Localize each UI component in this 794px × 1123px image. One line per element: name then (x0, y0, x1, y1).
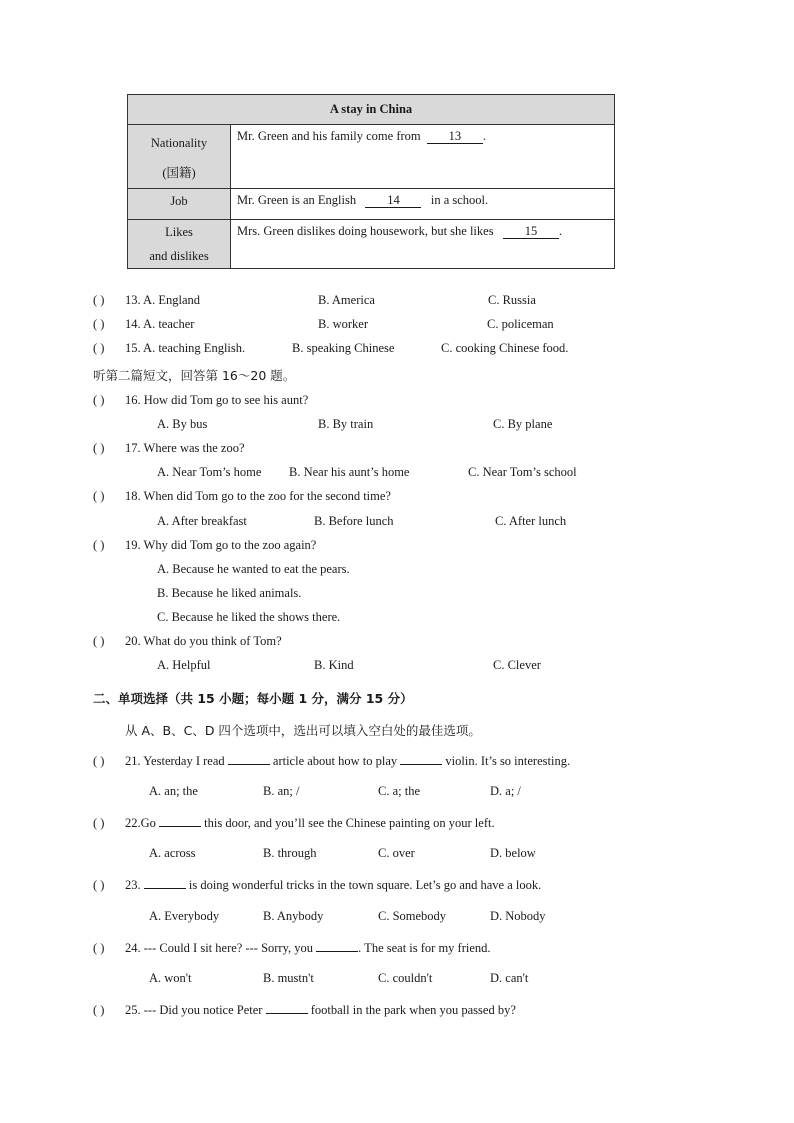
q17-option-c: C. Near Tom’s school (468, 465, 577, 479)
q23-option-d: D. Nobody (490, 909, 546, 923)
q22-option-d: D. below (490, 846, 536, 860)
q19-option-b: B. Because he liked animals. (157, 586, 302, 600)
question-22: ( ) 22.Go this door, and you’ll see the Chinese painting on your left. (93, 816, 495, 830)
question-24: ( ) 24. --- Could I sit here? --- Sorry, you . The seat is for my friend. (93, 941, 491, 955)
q16-option-c: C. By plane (493, 417, 553, 431)
job-label: Job (128, 189, 231, 220)
likes-label: Likes and dislikes (128, 220, 231, 269)
q21-option-a: A. an; the (149, 784, 198, 798)
question-20: ( ) 20. What do you think of Tom? (93, 634, 282, 648)
q20-option-c: C. Clever (493, 658, 541, 672)
q19-option-a: A. Because he wanted to eat the pears. (157, 562, 350, 576)
q16-option-b: B. By train (318, 417, 374, 431)
q22-option-c: C. over (378, 846, 415, 860)
likes-content: Mrs. Green dislikes doing housework, but she likes 15 . (231, 220, 615, 269)
q24-option-a: A. won't (149, 971, 192, 985)
q21-option-d: D. a; / (490, 784, 521, 798)
info-table (127, 94, 615, 269)
q13-option-c: C. Russia (488, 293, 536, 307)
q24-option-b: B. mustn't (263, 971, 314, 985)
job-content: Mr. Green is an English 14 in a school. (231, 189, 615, 220)
nationality-content: Mr. Green and his family come from 13 . (231, 125, 615, 189)
q18-option-a: A. After breakfast (157, 514, 247, 528)
q15-option-b: B. speaking Chinese (292, 341, 395, 355)
question-17: ( ) 17. Where was the zoo? (93, 441, 245, 455)
q18-option-b: B. Before lunch (314, 514, 394, 528)
question-13: ( ) 13. A. England (93, 293, 200, 307)
listening-part2-heading: 听第二篇短文，回答第 16～20 题。 (93, 368, 296, 383)
q16-option-a: A. By bus (157, 417, 208, 431)
q19-option-c: C. Because he liked the shows there. (157, 610, 341, 624)
question-18: ( ) 18. When did Tom go to the zoo for the second time? (93, 489, 391, 503)
q17-option-a: A. Near Tom’s home (157, 465, 262, 479)
nationality-label: Nationality (国籍) (128, 125, 231, 189)
q22-option-b: B. through (263, 846, 317, 860)
question-21: ( ) 21. Yesterday I read article about how to play violin. It’s so interesting. (93, 754, 571, 768)
q20-option-a: A. Helpful (157, 658, 211, 672)
section-2-title: 二、单项选择（共 15 小题；每小题 1 分，满分 15 分） (93, 691, 413, 706)
q14-option-c: C. policeman (487, 317, 554, 331)
question-14: ( ) 14. A. teacher (93, 317, 195, 331)
question-16: ( ) 16. How did Tom go to see his aunt? (93, 393, 309, 407)
question-23: ( ) 23. is doing wonderful tricks in the town square. Let’s go and have a look. (93, 878, 542, 892)
section-2-instructions: 从 A、B、C、D 四个选项中，选出可以填入空白处的最佳选项。 (125, 723, 481, 738)
q14-option-b: B. worker (318, 317, 368, 331)
q13-option-b: B. America (318, 293, 375, 307)
q17-option-b: B. Near his aunt’s home (289, 465, 410, 479)
q24-option-d: D. can't (490, 971, 529, 985)
q24-option-c: C. couldn't (378, 971, 433, 985)
q23-option-b: B. Anybody (263, 909, 324, 923)
q23-option-a: A. Everybody (149, 909, 220, 923)
q20-option-b: B. Kind (314, 658, 354, 672)
q18-option-c: C. After lunch (495, 514, 567, 528)
q23-option-c: C. Somebody (378, 909, 447, 923)
question-19: ( ) 19. Why did Tom go to the zoo again? (93, 538, 317, 552)
q22-option-a: A. across (149, 846, 196, 860)
question-25: ( ) 25. --- Did you notice Peter football in the park when you passed by? (93, 1003, 516, 1017)
q15-option-c: C. cooking Chinese food. (441, 341, 569, 355)
question-15: ( ) 15. A. teaching English. (93, 341, 246, 355)
q21-option-b: B. an; / (263, 784, 300, 798)
table-title: A stay in China (128, 95, 615, 125)
q21-option-c: C. a; the (378, 784, 421, 798)
